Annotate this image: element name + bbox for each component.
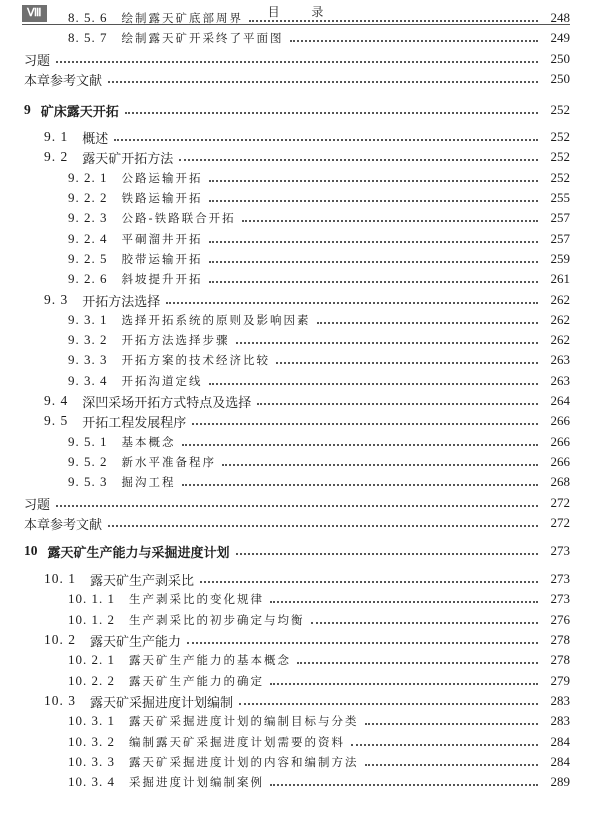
toc-entry[interactable]: [0, 630, 591, 650]
toc-entry[interactable]: [0, 188, 591, 208]
toc-entry-number: 10. 1: [44, 571, 76, 586]
toc-entry-title: 露天矿采掘进度计划编制: [90, 695, 234, 711]
toc-entry-title: 露天矿生产能力: [90, 634, 182, 650]
toc-entry[interactable]: [0, 371, 591, 391]
dot-leader: [257, 403, 538, 405]
toc-entry[interactable]: [0, 569, 591, 589]
dot-leader: [270, 601, 538, 603]
toc-entry-title: 斜坡提升开拓: [121, 272, 203, 286]
dot-leader: [114, 139, 538, 141]
toc-entry-page: 268: [550, 474, 570, 489]
toc-entry[interactable]: [0, 432, 591, 452]
toc-entry-page: 262: [550, 332, 570, 347]
toc-entry-page: 279: [550, 673, 570, 688]
toc-entry-title: 矿床露天开拓: [40, 104, 119, 120]
dot-leader: [56, 61, 538, 63]
dot-leader: [187, 642, 538, 644]
toc-entry[interactable]: [0, 411, 591, 431]
toc-entry[interactable]: [0, 310, 591, 330]
dot-leader: [192, 423, 538, 425]
toc-entry-title: 露天矿生产剥采比: [90, 573, 195, 589]
toc-entry-number: 9. 2. 2: [68, 190, 108, 205]
toc-entry-page: 263: [550, 373, 570, 388]
toc-entry[interactable]: [0, 772, 591, 792]
toc-entry-page: 252: [550, 170, 570, 185]
dot-leader: [222, 464, 538, 466]
dot-leader: [311, 622, 539, 624]
toc-entry-title: 公路-铁路联合开拓: [121, 211, 236, 225]
toc-entry-title: 公路运输开拓: [121, 171, 203, 185]
toc-entry-title: 生产剥采比的变化规律: [129, 592, 264, 606]
dot-leader: [108, 525, 538, 527]
toc-entry-title: 露天矿开拓方法: [82, 151, 174, 167]
toc-entry[interactable]: [0, 49, 591, 69]
running-title: 目 录: [267, 5, 338, 19]
toc-entry[interactable]: [0, 671, 591, 691]
toc-entry-title: 深凹采场开拓方式特点及选择: [82, 395, 252, 411]
toc-entry-number: 9. 2. 5: [68, 251, 108, 266]
toc-entry[interactable]: [0, 493, 591, 513]
dot-leader: [182, 484, 539, 486]
dot-leader: [249, 20, 538, 22]
toc-entry-page: 283: [550, 713, 570, 728]
toc-entry-page: 250: [550, 71, 570, 86]
toc-entry-page: 278: [550, 632, 570, 647]
toc-entry-page: 283: [550, 693, 570, 708]
toc-entry[interactable]: [0, 8, 591, 28]
toc-entry-number: 10. 2. 2: [68, 673, 115, 688]
dot-leader: [351, 744, 538, 746]
toc-entry-title: 露天矿生产能力与采掘进度计划: [47, 545, 230, 561]
dot-leader: [125, 112, 538, 114]
toc-entry-title: 露天矿生产能力的确定: [129, 674, 264, 688]
dot-leader: [276, 362, 538, 364]
toc-entry-page: 266: [550, 454, 570, 469]
toc-entry-page: 252: [550, 129, 570, 144]
toc-entry-number: 10. 1. 1: [68, 591, 115, 606]
toc-entry-number: 9. 3. 1: [68, 312, 108, 327]
dot-leader: [236, 553, 538, 555]
toc-entry-title: 选择开拓系统的原则及影响因素: [121, 313, 311, 327]
toc-entry[interactable]: [0, 452, 591, 472]
toc-entry[interactable]: [0, 100, 591, 120]
toc-entry-title: 开拓方法选择: [82, 294, 161, 310]
toc-entry-number: 9. 2. 1: [68, 170, 108, 185]
toc-entry[interactable]: [0, 208, 591, 228]
dot-leader: [290, 40, 539, 42]
toc-entry-number: 10. 3. 2: [68, 734, 115, 749]
toc-entry-title: 新水平准备程序: [121, 455, 216, 469]
toc-entry-page: 257: [550, 231, 570, 246]
dot-leader: [179, 159, 538, 161]
toc-entry-number: 10. 2. 1: [68, 652, 115, 667]
toc-entry-title: 生产剥采比的初步确定与均衡: [129, 613, 305, 627]
dot-leader: [108, 81, 538, 83]
toc-entry-page: 250: [550, 51, 570, 66]
toc-entry-page: 284: [550, 754, 570, 769]
toc-entry[interactable]: [0, 249, 591, 269]
toc-entry-title: 习题: [24, 497, 51, 513]
toc-entry-page: 278: [550, 652, 570, 667]
dot-leader: [182, 444, 539, 446]
toc-entry-title: 采掘进度计划编制案例: [129, 775, 264, 789]
toc-entry-page: 272: [550, 515, 570, 530]
toc-entry[interactable]: [0, 229, 591, 249]
toc-entry-number: 9. 3. 4: [68, 373, 108, 388]
toc-entry-title: 绘制露天矿开采终了平面图: [121, 31, 284, 45]
toc-entry-title: 概述: [82, 131, 109, 147]
toc-entry-number: 9. 1: [44, 129, 69, 144]
toc-entry[interactable]: [0, 691, 591, 711]
toc-entry-title: 开拓工程发展程序: [82, 415, 187, 431]
toc-entry-title: 本章参考文献: [24, 73, 103, 89]
toc-entry-page: 255: [550, 190, 570, 205]
toc-entry-title: 开拓沟道定线: [121, 374, 203, 388]
dot-leader: [209, 261, 539, 263]
dot-leader: [209, 180, 539, 182]
toc-entry-page: 272: [550, 495, 570, 510]
toc-entry-page: 252: [550, 102, 570, 117]
toc-entry-number: 9. 5. 2: [68, 454, 108, 469]
toc-entry-page: 276: [550, 612, 570, 627]
toc-entry[interactable]: [0, 69, 591, 89]
dot-leader: [317, 322, 539, 324]
toc-entry[interactable]: [0, 589, 591, 609]
toc-entry-number: 10. 1. 2: [68, 612, 115, 627]
dot-leader: [166, 302, 538, 304]
toc-entry-title: 胶带运输开拓: [121, 252, 203, 266]
toc-entry[interactable]: [0, 147, 591, 167]
toc-entry-number: 9. 5. 1: [68, 434, 108, 449]
page-number-badge: Ⅷ: [22, 5, 47, 22]
toc-entry-title: 掘沟工程: [121, 475, 176, 489]
toc-entry-page: 252: [550, 149, 570, 164]
toc-entry-number: 9. 3: [44, 292, 69, 307]
toc-entry-title: 开拓方案的技术经济比较: [121, 353, 270, 367]
toc-entry-title: 本章参考文献: [24, 517, 103, 533]
toc-entry-page: 273: [550, 543, 570, 558]
toc-entry[interactable]: [0, 650, 591, 670]
dot-leader: [209, 200, 539, 202]
toc-entry[interactable]: [0, 350, 591, 370]
toc-entry-number: 9. 3. 3: [68, 352, 108, 367]
dot-leader: [270, 683, 538, 685]
toc-entry-page: 289: [550, 774, 570, 789]
dot-leader: [365, 723, 539, 725]
toc-entry-number: 9: [24, 102, 31, 117]
toc-entry-number: 8. 5. 7: [68, 30, 108, 45]
toc-entry[interactable]: [0, 472, 591, 492]
toc-entry-number: 10. 3. 4: [68, 774, 115, 789]
toc-entry-number: 9. 2: [44, 149, 69, 164]
dot-leader: [200, 581, 538, 583]
toc-entry-number: 10. 2: [44, 632, 76, 647]
toc-entry[interactable]: [0, 290, 591, 310]
toc-entry-title: 编制露天矿采掘进度计划需要的资料: [129, 735, 345, 749]
dot-leader: [209, 383, 539, 385]
dot-leader: [209, 241, 539, 243]
toc-entry-page: 261: [550, 271, 570, 286]
toc-entry[interactable]: [0, 610, 591, 630]
toc-entry[interactable]: [0, 168, 591, 188]
toc-entry-page: 264: [550, 393, 570, 408]
toc-entry[interactable]: [0, 28, 591, 48]
toc-entry-number: 8. 5. 6: [68, 10, 108, 25]
toc-entry-page: 248: [550, 10, 570, 25]
toc-entry[interactable]: [0, 513, 591, 533]
toc-entry-title: 露天矿采掘进度计划的编制目标与分类: [129, 714, 359, 728]
toc-entry-number: 9. 5: [44, 413, 69, 428]
toc-entry-number: 10. 3: [44, 693, 76, 708]
toc-entry-number: 10: [24, 543, 38, 558]
toc-entry-page: 284: [550, 734, 570, 749]
dot-leader: [236, 342, 539, 344]
toc-entry-page: 273: [550, 571, 570, 586]
toc-entry-page: 262: [550, 292, 570, 307]
toc-entry-number: 9. 4: [44, 393, 69, 408]
dot-leader: [56, 505, 538, 507]
toc-entry-page: 266: [550, 434, 570, 449]
toc-entry-number: 9. 2. 6: [68, 271, 108, 286]
toc-entry-page: 273: [550, 591, 570, 606]
dot-leader: [242, 220, 538, 222]
dot-leader: [297, 662, 538, 664]
toc-entry-number: 10. 3. 3: [68, 754, 115, 769]
toc-entry[interactable]: [0, 330, 591, 350]
toc-entry-page: 266: [550, 413, 570, 428]
toc-entry[interactable]: [0, 127, 591, 147]
toc-entry[interactable]: [0, 541, 591, 561]
toc-entry-title: 铁路运输开拓: [121, 191, 203, 205]
toc-entry-number: 9. 3. 2: [68, 332, 108, 347]
toc-entry-title: 露天矿采掘进度计划的内容和编制方法: [129, 755, 359, 769]
toc-entry-page: 262: [550, 312, 570, 327]
toc-entry-title: 绘制露天矿底部周界: [121, 11, 243, 25]
toc-entry-page: 259: [550, 251, 570, 266]
toc-entry[interactable]: [0, 752, 591, 772]
toc-entry-number: 9. 5. 3: [68, 474, 108, 489]
toc-entry-number: 10. 3. 1: [68, 713, 115, 728]
toc-entry-title: 平硐溜井开拓: [121, 232, 203, 246]
toc-entry[interactable]: [0, 269, 591, 289]
toc-entry-number: 9. 2. 3: [68, 210, 108, 225]
toc-entry-page: 263: [550, 352, 570, 367]
toc-entry[interactable]: [0, 732, 591, 752]
toc-entry[interactable]: [0, 711, 591, 731]
dot-leader: [270, 784, 538, 786]
dot-leader: [239, 703, 538, 705]
toc-entry-number: 9. 2. 4: [68, 231, 108, 246]
toc-entry-title: 基本概念: [121, 435, 176, 449]
toc-entry-page: 257: [550, 210, 570, 225]
toc-entry-page: 249: [550, 30, 570, 45]
dot-leader: [209, 281, 539, 283]
dot-leader: [365, 764, 539, 766]
toc-entry-title: 习题: [24, 53, 51, 69]
toc-entry[interactable]: [0, 391, 591, 411]
toc-entry-title: 开拓方法选择步骤: [121, 333, 230, 347]
toc-entry-title: 露天矿生产能力的基本概念: [129, 653, 291, 667]
